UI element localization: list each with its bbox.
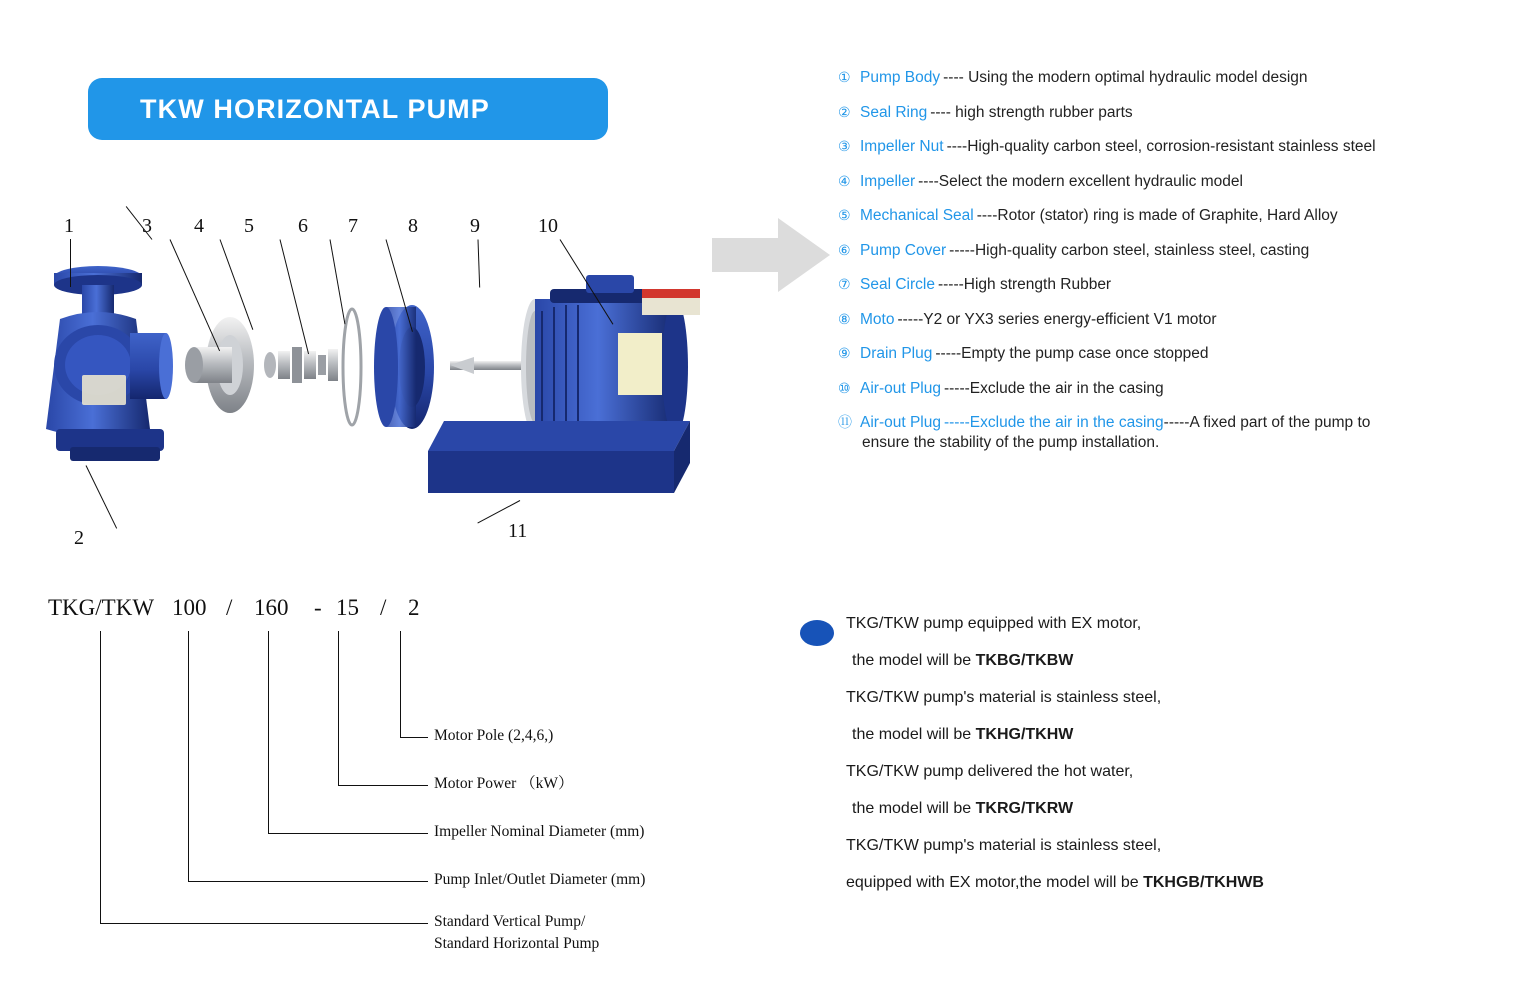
label-motor-pole: Motor Pole (2,4,6,) (434, 727, 554, 744)
bracket-inlet-h (188, 881, 428, 882)
code-part-slash-2: / (380, 595, 387, 620)
note-model: TKHGB/TKHWB (1143, 874, 1264, 891)
legend-desc: ---- Using the modern optimal hydraulic model design (943, 69, 1308, 86)
legend-number: ⑨ (838, 345, 851, 361)
label-standard-horizontal: Standard Horizontal Pump (434, 935, 600, 952)
legend-item (838, 310, 1498, 330)
model-variant-notes (800, 605, 1480, 901)
label-inlet-diam: Pump Inlet/Outlet Diameter (mm) (434, 871, 646, 888)
legend-desc: -----Y2 or YX3 series energy-efficient V1 motor (897, 310, 1217, 328)
legend-term: Impeller (860, 172, 916, 190)
callout-1: 1 (64, 215, 74, 237)
legend-term: Seal Circle (860, 276, 935, 293)
bullet-icon (800, 620, 834, 646)
page-title-banner (88, 78, 608, 140)
note-line (846, 605, 1480, 642)
pump-illustration (30, 215, 730, 565)
legend-term: Moto (860, 310, 895, 328)
code-part-slash-1: / (226, 595, 233, 620)
legend-item (838, 172, 1498, 192)
bracket-pole-v (400, 631, 401, 737)
legend-item (838, 206, 1498, 226)
bracket-series-h (100, 923, 428, 924)
legend-desc: ----High-quality carbon steel, corrosion-resistant stainless steel (946, 138, 1376, 155)
callout-4: 4 (194, 215, 204, 237)
bracket-power-h (338, 785, 428, 786)
legend-number: ⑥ (838, 241, 851, 258)
callout-6: 6 (298, 215, 308, 237)
note-line (852, 790, 1480, 827)
legend-desc: -----Exclude the air in the casing (943, 379, 1164, 397)
bracket-impeller-h (268, 833, 428, 834)
legend-desc: ---- high strength rubber parts (930, 103, 1133, 121)
legend-number: ① (838, 69, 851, 85)
bracket-pole-h (400, 737, 428, 738)
code-part-inlet: 100 (172, 595, 207, 620)
note-line (852, 642, 1480, 679)
note-model: TKHG/TKHW (975, 726, 1074, 743)
component-legend (838, 68, 1498, 468)
legend-term: Pump Cover (860, 241, 947, 259)
legend-number: ② (838, 103, 851, 120)
legend-term: Seal Ring (860, 103, 928, 121)
legend-item (838, 137, 1498, 157)
code-part-dash: - (314, 595, 322, 620)
model-code-breakdown (30, 595, 740, 975)
arrow-right-icon (712, 210, 832, 300)
legend-term: Air-out Plug (860, 379, 941, 397)
legend-number: ⑤ (838, 207, 851, 223)
bracket-inlet-v (188, 631, 189, 881)
note-text: TKG/TKW pump's material is stainless steel, (846, 689, 1162, 706)
legend-desc: -----High-quality carbon steel, stainless steel, casting (949, 241, 1310, 259)
note-text: TKG/TKW pump's material is stainless steel, (846, 837, 1162, 854)
callout-9: 9 (470, 215, 480, 237)
callout-3: 3 (142, 215, 152, 237)
legend-item (838, 68, 1498, 88)
legend-item (838, 275, 1498, 295)
note-text: TKG/TKW pump equipped with EX motor, (846, 615, 1142, 632)
legend-number: ③ (838, 138, 851, 154)
legend-desc: ----Rotor (stator) ring is made of Graphite, Hard Alloy (976, 207, 1338, 224)
note-line (846, 753, 1480, 790)
legend-number: ⑪ (838, 414, 852, 430)
legend-desc: -----High strength Rubber (937, 276, 1112, 293)
legend-item (838, 103, 1498, 123)
bracket-impeller-v (268, 631, 269, 833)
note-line (846, 827, 1480, 864)
note-text: the model will be (852, 726, 976, 743)
legend-number: ⑦ (838, 276, 851, 292)
leader-1 (70, 239, 71, 287)
bracket-power-v (338, 631, 339, 785)
legend-term: Air-out Plug (860, 414, 941, 431)
legend-item (838, 344, 1498, 364)
note-model: TKRG/TKRW (975, 800, 1074, 817)
note-text: the model will be (852, 652, 976, 669)
legend-item (838, 413, 1498, 453)
model-code-string (30, 595, 740, 629)
note-model: TKBG/TKBW (975, 652, 1074, 669)
code-part-pole: 2 (408, 595, 420, 620)
legend-number: ⑩ (838, 379, 851, 396)
legend-item (838, 241, 1498, 261)
note-line (846, 679, 1480, 716)
legend-term: Impeller Nut (860, 138, 944, 155)
legend-number: ④ (838, 172, 851, 189)
note-text: equipped with EX motor,the model will be (846, 874, 1144, 891)
callout-7: 7 (348, 215, 358, 237)
callout-11: 11 (508, 520, 528, 542)
legend-desc: -----Empty the pump case once stopped (935, 345, 1209, 362)
legend-item (838, 379, 1498, 399)
callout-8: 8 (408, 215, 418, 237)
legend-term: Mechanical Seal (860, 207, 974, 224)
callout-2: 2 (74, 527, 84, 549)
note-text: the model will be (852, 800, 976, 817)
label-standard-vertical: Standard Vertical Pump/ (434, 913, 586, 930)
legend-term: Drain Plug (860, 345, 933, 362)
note-line (846, 864, 1480, 901)
legend-number: ⑧ (838, 310, 851, 327)
callout-5: 5 (244, 215, 254, 237)
legend-desc-blue: -----Exclude the air in the casing (943, 414, 1164, 431)
notes-body (846, 605, 1480, 901)
legend-desc: -----A fixed part of the pump to (1163, 414, 1371, 431)
note-text: TKG/TKW pump delivered the hot water, (846, 763, 1134, 780)
label-impeller-diam: Impeller Nominal Diameter (mm) (434, 823, 645, 840)
legend-term: Pump Body (860, 69, 941, 86)
legend-desc-line2: ensure the stability of the pump installation. (862, 434, 1160, 451)
page-title: TKW HORIZONTAL PUMP (140, 93, 490, 124)
pump-exploded-figure (30, 215, 730, 565)
code-part-impeller: 160 (254, 595, 289, 620)
label-motor-power: Motor Power （kW） (434, 775, 574, 792)
legend-desc: ----Select the modern excellent hydraulic model (918, 172, 1243, 190)
note-line (852, 716, 1480, 753)
callout-10: 10 (538, 215, 558, 237)
code-part-power: 15 (336, 595, 359, 620)
code-part-series: TKG/TKW (48, 595, 155, 620)
bracket-series-v (100, 631, 101, 923)
